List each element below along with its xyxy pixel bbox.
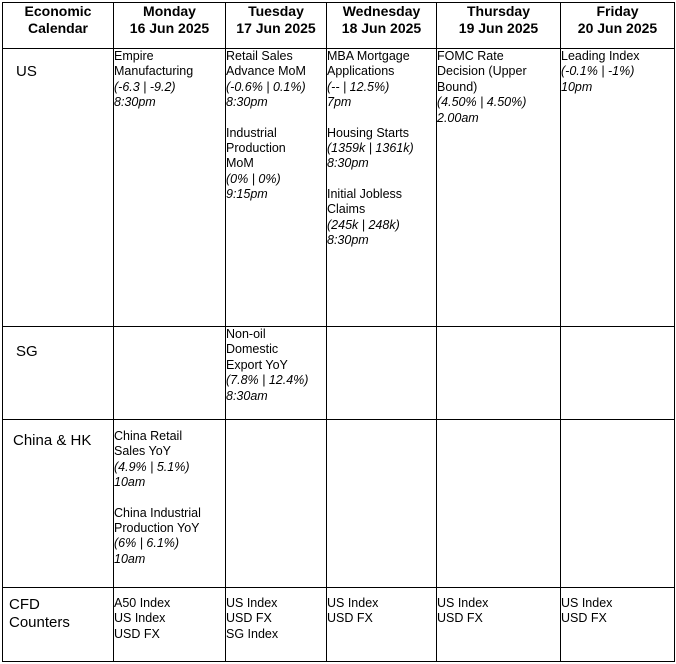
event-name: Domestic [226,342,279,357]
event-time: 10am [114,551,146,566]
event-values: (-6.3 | -9.2) [114,79,176,94]
event-name: Claims [327,202,366,217]
cell-sg-wednesday [327,327,437,420]
event-name: Housing Starts [327,125,409,140]
cell-us-tuesday [226,49,327,327]
event-values: (-0.6% | 0.1%) [226,79,306,94]
event-name: MBA Mortgage [327,49,410,63]
event [226,327,326,404]
day-date: 17 Jun 2025 [236,19,316,36]
event-name: Industrial [226,125,277,140]
event-time: 10pm [561,79,593,94]
cell-us-wednesday [327,49,437,327]
event-name: Export YoY [226,357,288,372]
event-values: (4.9% | 5.1%) [114,459,190,474]
corner-line: Economic [24,3,92,19]
counter-item: USD FX [327,611,373,626]
cell-us-friday [561,49,675,327]
counter-item: US Index [327,596,379,610]
day-name: Monday [143,3,196,19]
event-time: 10am [114,475,146,490]
event-name: MoM [226,156,254,171]
event [114,506,225,568]
event-name: FOMC Rate [437,49,504,63]
cell-cfd-monday [114,588,226,662]
event-name: China Industrial [114,505,201,520]
cell-cn-friday [561,420,675,588]
day-header-friday [561,3,675,49]
cell-sg-friday [561,327,675,420]
day-header-thursday [437,3,561,49]
counter-item: US Index [114,611,166,626]
cell-cn-thursday [437,420,561,588]
event-name: Production [226,141,286,156]
cell-cfd-wednesday [327,588,437,662]
region-label: US [3,49,114,327]
corner-header [3,3,114,49]
event-name: Sales YoY [114,444,171,459]
event-name: Retail Sales [226,49,293,63]
day-name: Friday [596,3,639,19]
day-header-wednesday [327,3,437,49]
event-values: (0% | 0%) [226,171,281,186]
cell-cfd-friday [561,588,675,662]
event-time: 8:30pm [114,95,156,110]
counter-item: USD FX [226,611,272,626]
counter-item: USD FX [561,611,607,626]
cell-us-thursday [437,49,561,327]
event-values: (1359k | 1361k) [327,141,414,156]
cell-cn-tuesday [226,420,327,588]
event-time: 8:30pm [327,156,369,171]
event-name: Decision (Upper [437,64,527,79]
event-name: Manufacturing [114,64,194,79]
event-time: 8:30pm [226,95,268,110]
event [114,49,225,111]
event [327,126,436,172]
event-time: 2.00am [437,110,479,125]
day-name: Thursday [466,3,530,19]
event-name: Non-oil [226,327,266,341]
day-date: 16 Jun 2025 [129,19,210,36]
day-date: 19 Jun 2025 [458,19,539,36]
day-date: 20 Jun 2025 [577,19,658,36]
counter-item: A50 Index [114,596,171,610]
event-time: 7pm [327,95,352,110]
cell-sg-tuesday [226,327,327,420]
cell-sg-monday [114,327,226,420]
event [327,49,436,111]
event [226,126,326,203]
event [226,49,326,111]
day-header-monday [114,3,226,49]
event-name: Empire [114,49,154,63]
event [114,429,225,491]
event-name: Bound) [437,79,478,94]
day-name: Wednesday [342,3,421,19]
event-values: (-0.1% | -1%) [561,64,635,79]
row-us [3,49,675,327]
day-header-tuesday [226,3,327,49]
counter-item: USD FX [114,626,160,641]
economic-calendar-table [2,2,675,662]
region-label [3,588,114,662]
region-label: China & HK [3,420,114,588]
event-name: China Retail [114,429,183,443]
region-label-line: CFD [9,596,40,613]
row-sg [3,327,675,420]
event-values: (6% | 6.1%) [114,536,180,551]
region-label: SG [3,327,114,420]
event-name: Initial Jobless [327,186,403,201]
region-label-line: Counters [9,614,70,631]
event-name: Applications [327,64,395,79]
event-values: (245k | 248k) [327,217,400,232]
day-date: 18 Jun 2025 [341,19,422,36]
event [561,49,674,95]
event-values: (-- | 12.5%) [327,79,390,94]
event [327,187,436,249]
header-row [3,3,675,49]
event-name: Production YoY [114,521,200,536]
event-values: (4.50% | 4.50%) [437,95,527,110]
event-name: Advance MoM [226,64,306,79]
day-name: Tuesday [248,3,304,19]
counter-item: US Index [561,596,613,610]
event [437,49,560,126]
row-china-hk [3,420,675,588]
event-name: Leading Index [561,49,640,63]
event-time: 8:30am [226,388,268,403]
event-time: 8:30pm [327,233,369,248]
row-cfd-counters [3,588,675,662]
corner-line: Calendar [28,19,88,36]
event-time: 9:15pm [226,187,268,202]
counter-item: SG Index [226,626,279,641]
cell-cfd-thursday [437,588,561,662]
cell-cn-monday [114,420,226,588]
cell-cfd-tuesday [226,588,327,662]
counter-item: US Index [226,596,278,610]
cell-sg-thursday [437,327,561,420]
counter-item: US Index [437,596,489,610]
counter-item: USD FX [437,611,483,626]
cell-cn-wednesday [327,420,437,588]
event-values: (7.8% | 12.4%) [226,373,309,388]
cell-us-monday [114,49,226,327]
